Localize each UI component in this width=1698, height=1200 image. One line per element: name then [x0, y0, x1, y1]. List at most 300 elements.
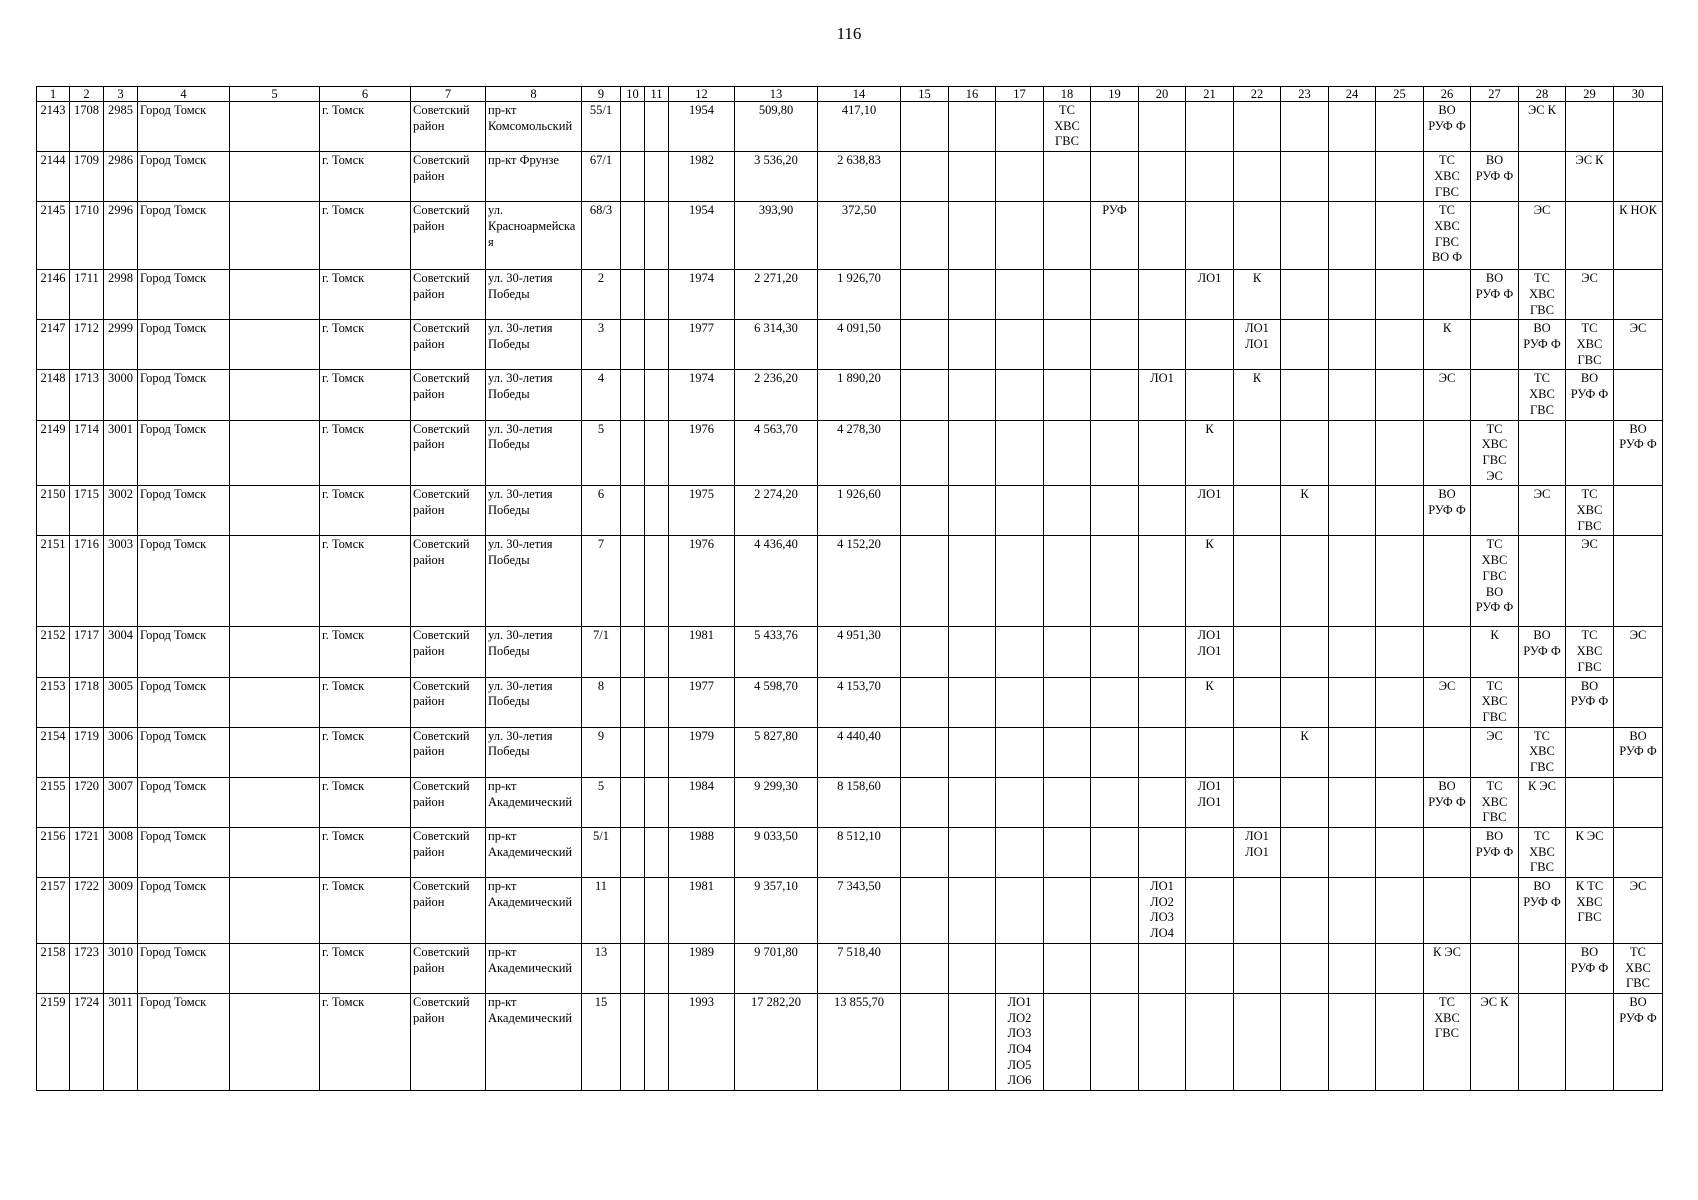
cell-col-22	[1234, 152, 1281, 202]
cell-col-1: 2149	[37, 420, 70, 486]
cell-col-17	[996, 320, 1044, 370]
cell-col-11	[645, 102, 669, 152]
cell-col-21: ЛО1 ЛО1	[1186, 777, 1234, 827]
cell-col-28: ВО РУФ Ф	[1519, 320, 1566, 370]
cell-col-6: г. Томск	[320, 152, 411, 202]
cell-col-28: К ЭС	[1519, 777, 1566, 827]
table-row	[37, 878, 1663, 944]
cell-col-3: 3000	[104, 370, 138, 420]
cell-col-24	[1329, 420, 1376, 486]
cell-col-21	[1186, 827, 1234, 877]
column-header-26: 26	[1424, 87, 1471, 102]
cell-col-15	[901, 370, 949, 420]
cell-col-20	[1139, 777, 1186, 827]
cell-col-14: 4 278,30	[818, 420, 901, 486]
cell-col-20	[1139, 320, 1186, 370]
cell-col-29: ВО РУФ Ф	[1566, 943, 1614, 993]
cell-col-16	[949, 627, 996, 677]
cell-col-26: ЭС	[1424, 677, 1471, 727]
cell-col-11	[645, 202, 669, 270]
cell-col-16	[949, 420, 996, 486]
cell-col-18	[1044, 827, 1091, 877]
table-row	[37, 677, 1663, 727]
cell-col-6: г. Томск	[320, 727, 411, 777]
cell-col-3: 2986	[104, 152, 138, 202]
cell-col-23	[1281, 536, 1329, 627]
table-row	[37, 993, 1663, 1090]
cell-col-16	[949, 827, 996, 877]
cell-col-3: 3001	[104, 420, 138, 486]
cell-col-1: 2154	[37, 727, 70, 777]
cell-col-8: ул. 30-летия Победы	[486, 486, 582, 536]
cell-col-2: 1718	[70, 677, 104, 727]
cell-col-9: 4	[582, 370, 621, 420]
cell-col-4: Город Томск	[138, 677, 230, 727]
cell-col-25	[1376, 727, 1424, 777]
cell-col-8: ул. 30-летия Победы	[486, 420, 582, 486]
cell-col-13: 9 033,50	[735, 827, 818, 877]
cell-col-27: ВО РУФ Ф	[1471, 270, 1519, 320]
cell-col-18	[1044, 878, 1091, 944]
column-header-27: 27	[1471, 87, 1519, 102]
cell-col-10	[621, 878, 645, 944]
cell-col-11	[645, 627, 669, 677]
cell-col-20	[1139, 420, 1186, 486]
cell-col-7: Советский район	[411, 627, 486, 677]
cell-col-30	[1614, 677, 1663, 727]
cell-col-3: 2985	[104, 102, 138, 152]
cell-col-8: ул. 30-летия Победы	[486, 370, 582, 420]
cell-col-17: ЛО1 ЛО2 ЛО3 ЛО4 ЛО5 ЛО6	[996, 993, 1044, 1090]
cell-col-18	[1044, 993, 1091, 1090]
cell-col-30	[1614, 102, 1663, 152]
cell-col-14: 372,50	[818, 202, 901, 270]
cell-col-18	[1044, 202, 1091, 270]
cell-col-26: К ЭС	[1424, 943, 1471, 993]
cell-col-14: 1 926,70	[818, 270, 901, 320]
column-header-17: 17	[996, 87, 1044, 102]
cell-col-13: 2 271,20	[735, 270, 818, 320]
cell-col-1: 2157	[37, 878, 70, 944]
table-row	[37, 943, 1663, 993]
cell-col-24	[1329, 993, 1376, 1090]
cell-col-9: 6	[582, 486, 621, 536]
cell-col-3: 3010	[104, 943, 138, 993]
cell-col-9: 55/1	[582, 102, 621, 152]
table-row	[37, 727, 1663, 777]
cell-col-25	[1376, 486, 1424, 536]
cell-col-22: ЛО1 ЛО1	[1234, 827, 1281, 877]
cell-col-12: 1974	[669, 370, 735, 420]
column-header-28: 28	[1519, 87, 1566, 102]
cell-col-11	[645, 320, 669, 370]
cell-col-30: ЭС	[1614, 320, 1663, 370]
cell-col-29	[1566, 993, 1614, 1090]
cell-col-8: пр-кт Комсомольский	[486, 102, 582, 152]
cell-col-23	[1281, 370, 1329, 420]
cell-col-12: 1954	[669, 102, 735, 152]
cell-col-15	[901, 420, 949, 486]
cell-col-8: ул. Красноармейска я	[486, 202, 582, 270]
cell-col-3: 3005	[104, 677, 138, 727]
cell-col-25	[1376, 993, 1424, 1090]
cell-col-30	[1614, 486, 1663, 536]
cell-col-4: Город Томск	[138, 270, 230, 320]
cell-col-2: 1716	[70, 536, 104, 627]
cell-col-26	[1424, 878, 1471, 944]
cell-col-3: 3002	[104, 486, 138, 536]
cell-col-2: 1721	[70, 827, 104, 877]
cell-col-27	[1471, 878, 1519, 944]
cell-col-6: г. Томск	[320, 370, 411, 420]
cell-col-10	[621, 370, 645, 420]
cell-col-1: 2143	[37, 102, 70, 152]
cell-col-11	[645, 943, 669, 993]
cell-col-29: ТС ХВС ГВС	[1566, 320, 1614, 370]
cell-col-27: ЭС	[1471, 727, 1519, 777]
cell-col-18	[1044, 777, 1091, 827]
cell-col-12: 1975	[669, 486, 735, 536]
cell-col-17	[996, 878, 1044, 944]
cell-col-21	[1186, 943, 1234, 993]
cell-col-23	[1281, 202, 1329, 270]
cell-col-4: Город Томск	[138, 993, 230, 1090]
cell-col-28	[1519, 943, 1566, 993]
cell-col-9: 5	[582, 777, 621, 827]
cell-col-5	[230, 320, 320, 370]
cell-col-30: ВО РУФ Ф	[1614, 420, 1663, 486]
cell-col-24	[1329, 943, 1376, 993]
cell-col-10	[621, 777, 645, 827]
cell-col-17	[996, 270, 1044, 320]
table-row	[37, 536, 1663, 627]
cell-col-6: г. Томск	[320, 102, 411, 152]
cell-col-20	[1139, 486, 1186, 536]
table-row	[37, 486, 1663, 536]
cell-col-26	[1424, 270, 1471, 320]
cell-col-13: 9 299,30	[735, 777, 818, 827]
column-header-4: 4	[138, 87, 230, 102]
cell-col-17	[996, 202, 1044, 270]
cell-col-30: ЭС	[1614, 878, 1663, 944]
cell-col-26	[1424, 727, 1471, 777]
cell-col-23	[1281, 627, 1329, 677]
cell-col-2: 1719	[70, 727, 104, 777]
cell-col-25	[1376, 536, 1424, 627]
cell-col-15	[901, 270, 949, 320]
cell-col-19	[1091, 536, 1139, 627]
cell-col-12: 1954	[669, 202, 735, 270]
cell-col-18	[1044, 152, 1091, 202]
cell-col-16	[949, 993, 996, 1090]
cell-col-1: 2145	[37, 202, 70, 270]
column-header-23: 23	[1281, 87, 1329, 102]
cell-col-23: К	[1281, 727, 1329, 777]
cell-col-9: 5/1	[582, 827, 621, 877]
cell-col-19: РУФ	[1091, 202, 1139, 270]
cell-col-14: 13 855,70	[818, 993, 901, 1090]
cell-col-11	[645, 677, 669, 727]
cell-col-10	[621, 827, 645, 877]
cell-col-10	[621, 486, 645, 536]
cell-col-10	[621, 943, 645, 993]
cell-col-19	[1091, 777, 1139, 827]
cell-col-15	[901, 102, 949, 152]
cell-col-1: 2148	[37, 370, 70, 420]
cell-col-28	[1519, 536, 1566, 627]
cell-col-5	[230, 727, 320, 777]
cell-col-16	[949, 536, 996, 627]
cell-col-9: 7/1	[582, 627, 621, 677]
cell-col-22	[1234, 202, 1281, 270]
cell-col-1: 2150	[37, 486, 70, 536]
cell-col-2: 1713	[70, 370, 104, 420]
cell-col-15	[901, 486, 949, 536]
cell-col-5	[230, 777, 320, 827]
cell-col-16	[949, 202, 996, 270]
cell-col-1: 2155	[37, 777, 70, 827]
cell-col-7: Советский район	[411, 420, 486, 486]
cell-col-21: К	[1186, 677, 1234, 727]
cell-col-3: 3011	[104, 993, 138, 1090]
cell-col-9: 15	[582, 993, 621, 1090]
cell-col-26	[1424, 536, 1471, 627]
cell-col-29	[1566, 777, 1614, 827]
column-header-19: 19	[1091, 87, 1139, 102]
cell-col-8: ул. 30-летия Победы	[486, 270, 582, 320]
cell-col-6: г. Томск	[320, 486, 411, 536]
cell-col-18	[1044, 370, 1091, 420]
cell-col-4: Город Томск	[138, 536, 230, 627]
cell-col-7: Советский район	[411, 993, 486, 1090]
cell-col-22	[1234, 993, 1281, 1090]
cell-col-12: 1979	[669, 727, 735, 777]
cell-col-29: ТС ХВС ГВС	[1566, 486, 1614, 536]
cell-col-6: г. Томск	[320, 827, 411, 877]
cell-col-30	[1614, 827, 1663, 877]
cell-col-13: 5 433,76	[735, 627, 818, 677]
cell-col-12: 1988	[669, 827, 735, 877]
cell-col-10	[621, 420, 645, 486]
cell-col-28	[1519, 420, 1566, 486]
cell-col-11	[645, 486, 669, 536]
cell-col-14: 4 951,30	[818, 627, 901, 677]
cell-col-15	[901, 943, 949, 993]
cell-col-8: пр-кт Академический	[486, 878, 582, 944]
cell-col-26: К	[1424, 320, 1471, 370]
cell-col-9: 11	[582, 878, 621, 944]
cell-col-23: К	[1281, 486, 1329, 536]
cell-col-22	[1234, 102, 1281, 152]
cell-col-27	[1471, 943, 1519, 993]
cell-col-30: ТС ХВС ГВС	[1614, 943, 1663, 993]
cell-col-23	[1281, 102, 1329, 152]
cell-col-28: ЭС	[1519, 486, 1566, 536]
cell-col-11	[645, 420, 669, 486]
column-header-14: 14	[818, 87, 901, 102]
cell-col-3: 2998	[104, 270, 138, 320]
cell-col-20	[1139, 677, 1186, 727]
cell-col-29: ВО РУФ Ф	[1566, 370, 1614, 420]
cell-col-5	[230, 878, 320, 944]
cell-col-11	[645, 993, 669, 1090]
cell-col-18	[1044, 420, 1091, 486]
cell-col-10	[621, 993, 645, 1090]
cell-col-15	[901, 320, 949, 370]
cell-col-6: г. Томск	[320, 627, 411, 677]
cell-col-6: г. Томск	[320, 943, 411, 993]
cell-col-28: ЭС	[1519, 202, 1566, 270]
column-header-9: 9	[582, 87, 621, 102]
cell-col-22: ЛО1 ЛО1	[1234, 320, 1281, 370]
cell-col-13: 9 357,10	[735, 878, 818, 944]
table-row	[37, 777, 1663, 827]
cell-col-30: ВО РУФ Ф	[1614, 727, 1663, 777]
cell-col-1: 2146	[37, 270, 70, 320]
cell-col-4: Город Томск	[138, 627, 230, 677]
cell-col-5	[230, 420, 320, 486]
cell-col-13: 9 701,80	[735, 943, 818, 993]
cell-col-25	[1376, 152, 1424, 202]
cell-col-28	[1519, 677, 1566, 727]
cell-col-8: пр-кт Академический	[486, 943, 582, 993]
column-header-5: 5	[230, 87, 320, 102]
cell-col-28: ТС ХВС ГВС	[1519, 827, 1566, 877]
cell-col-20	[1139, 102, 1186, 152]
cell-col-13: 4 563,70	[735, 420, 818, 486]
cell-col-23	[1281, 827, 1329, 877]
cell-col-20: ЛО1 ЛО2 ЛО3 ЛО4	[1139, 878, 1186, 944]
cell-col-7: Советский район	[411, 827, 486, 877]
cell-col-13: 5 827,80	[735, 727, 818, 777]
table-row	[37, 202, 1663, 270]
column-header-11: 11	[645, 87, 669, 102]
cell-col-16	[949, 486, 996, 536]
cell-col-23	[1281, 777, 1329, 827]
cell-col-17	[996, 677, 1044, 727]
table-row	[37, 370, 1663, 420]
cell-col-25	[1376, 370, 1424, 420]
cell-col-28: ТС ХВС ГВС	[1519, 270, 1566, 320]
cell-col-14: 1 926,60	[818, 486, 901, 536]
cell-col-15	[901, 727, 949, 777]
cell-col-30	[1614, 370, 1663, 420]
table-row	[37, 152, 1663, 202]
column-header-16: 16	[949, 87, 996, 102]
cell-col-13: 509,80	[735, 102, 818, 152]
cell-col-11	[645, 370, 669, 420]
table-row	[37, 627, 1663, 677]
cell-col-4: Город Томск	[138, 727, 230, 777]
cell-col-1: 2159	[37, 993, 70, 1090]
cell-col-6: г. Томск	[320, 878, 411, 944]
table-body	[37, 102, 1663, 1091]
cell-col-7: Советский район	[411, 943, 486, 993]
cell-col-22	[1234, 420, 1281, 486]
cell-col-9: 3	[582, 320, 621, 370]
cell-col-14: 417,10	[818, 102, 901, 152]
cell-col-16	[949, 943, 996, 993]
cell-col-5	[230, 270, 320, 320]
column-header-3: 3	[104, 87, 138, 102]
cell-col-4: Город Томск	[138, 486, 230, 536]
cell-col-24	[1329, 536, 1376, 627]
cell-col-3: 3007	[104, 777, 138, 827]
cell-col-19	[1091, 370, 1139, 420]
cell-col-25	[1376, 102, 1424, 152]
table-row	[37, 420, 1663, 486]
cell-col-30: ВО РУФ Ф	[1614, 993, 1663, 1090]
cell-col-18	[1044, 677, 1091, 727]
cell-col-12: 1981	[669, 627, 735, 677]
cell-col-5	[230, 677, 320, 727]
cell-col-27: ТС ХВС ГВС ЭС	[1471, 420, 1519, 486]
cell-col-19	[1091, 727, 1139, 777]
cell-col-27: К	[1471, 627, 1519, 677]
cell-col-23	[1281, 420, 1329, 486]
cell-col-11	[645, 777, 669, 827]
column-header-18: 18	[1044, 87, 1091, 102]
cell-col-29	[1566, 727, 1614, 777]
cell-col-16	[949, 777, 996, 827]
cell-col-30	[1614, 777, 1663, 827]
cell-col-21	[1186, 727, 1234, 777]
cell-col-8: ул. 30-летия Победы	[486, 727, 582, 777]
cell-col-3: 3009	[104, 878, 138, 944]
cell-col-4: Город Томск	[138, 320, 230, 370]
cell-col-5	[230, 370, 320, 420]
cell-col-23	[1281, 270, 1329, 320]
cell-col-18	[1044, 627, 1091, 677]
cell-col-10	[621, 627, 645, 677]
cell-col-17	[996, 486, 1044, 536]
cell-col-6: г. Томск	[320, 420, 411, 486]
cell-col-27	[1471, 486, 1519, 536]
cell-col-30	[1614, 152, 1663, 202]
cell-col-10	[621, 102, 645, 152]
cell-col-8: ул. 30-летия Победы	[486, 677, 582, 727]
cell-col-24	[1329, 270, 1376, 320]
cell-col-25	[1376, 627, 1424, 677]
cell-col-12: 1984	[669, 777, 735, 827]
cell-col-14: 7 343,50	[818, 878, 901, 944]
cell-col-19	[1091, 627, 1139, 677]
cell-col-4: Город Томск	[138, 102, 230, 152]
cell-col-22	[1234, 536, 1281, 627]
table-header	[37, 87, 1663, 102]
cell-col-18	[1044, 320, 1091, 370]
cell-col-3: 3004	[104, 627, 138, 677]
cell-col-4: Город Томск	[138, 152, 230, 202]
cell-col-2: 1715	[70, 486, 104, 536]
cell-col-17	[996, 777, 1044, 827]
cell-col-19	[1091, 827, 1139, 877]
cell-col-25	[1376, 420, 1424, 486]
cell-col-14: 1 890,20	[818, 370, 901, 420]
column-header-30: 30	[1614, 87, 1663, 102]
cell-col-10	[621, 536, 645, 627]
cell-col-2: 1712	[70, 320, 104, 370]
cell-col-6: г. Томск	[320, 677, 411, 727]
register-table	[36, 86, 1663, 1091]
cell-col-17	[996, 943, 1044, 993]
cell-col-14: 4 091,50	[818, 320, 901, 370]
cell-col-27: ЭС К	[1471, 993, 1519, 1090]
cell-col-17	[996, 102, 1044, 152]
cell-col-19	[1091, 420, 1139, 486]
cell-col-29: ТС ХВС ГВС	[1566, 627, 1614, 677]
cell-col-4: Город Томск	[138, 943, 230, 993]
